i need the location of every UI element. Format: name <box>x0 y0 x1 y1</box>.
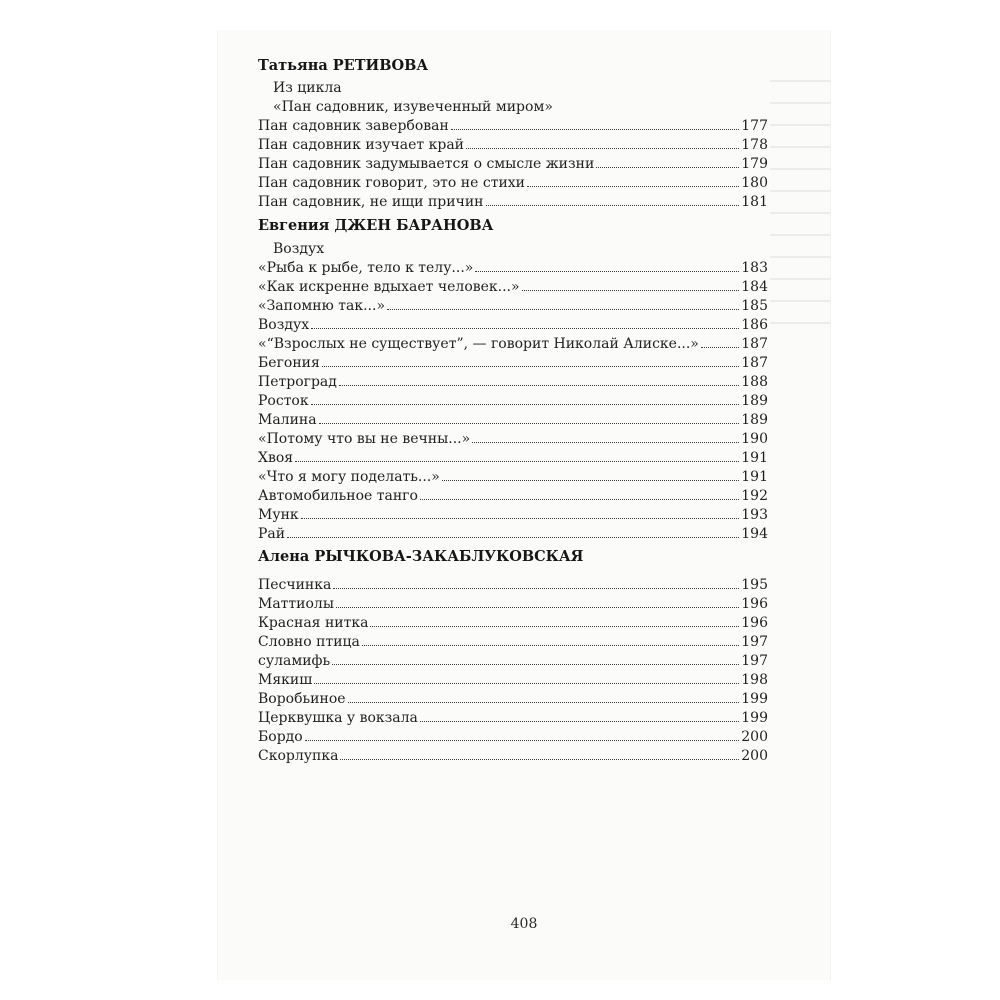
toc-entry <box>258 487 768 506</box>
toc-entry <box>258 576 768 595</box>
dot-leader <box>472 442 739 443</box>
toc-entry-page: 200 <box>741 748 768 764</box>
toc-entry <box>258 411 768 430</box>
toc-list <box>258 259 768 544</box>
toc-entry-title: Росток <box>258 393 309 409</box>
dot-leader <box>319 423 740 424</box>
toc-entry-page: 189 <box>741 412 768 428</box>
toc-entry-title: Пан садовник говорит, это не стихи <box>258 175 526 191</box>
dot-leader <box>332 664 739 665</box>
author-heading: Татьяна РЕТИВОВА <box>258 57 429 74</box>
toc-entry-page: 183 <box>741 260 768 276</box>
dot-leader <box>420 499 739 500</box>
dot-leader <box>287 537 739 538</box>
toc-entry <box>258 671 768 690</box>
toc-entry-title: Бегония <box>258 355 320 371</box>
toc-entry-title: Воздух <box>258 317 310 333</box>
toc-entry-page: 177 <box>741 118 768 134</box>
toc-entry <box>258 614 768 633</box>
toc-entry-title: Петроград <box>258 374 337 390</box>
toc-entry-title: Пан садовник завербован <box>258 118 449 134</box>
toc-entry-title: Церквушка у вокзала <box>258 710 418 726</box>
toc-entry <box>258 136 768 155</box>
book-page <box>218 30 830 980</box>
toc-entry-page: 188 <box>741 374 768 390</box>
dot-leader <box>486 205 740 206</box>
toc-entry-page: 192 <box>741 488 768 504</box>
toc-entry-title: «Что я могу поделать...» <box>258 469 440 485</box>
toc-entry <box>258 747 768 766</box>
toc-entry <box>258 373 768 392</box>
toc-entry-page: 187 <box>741 336 768 352</box>
toc-entry-page: 196 <box>741 596 768 612</box>
dot-leader <box>466 148 739 149</box>
toc-entry <box>258 595 768 614</box>
toc-entry <box>258 430 768 449</box>
toc-entry-page: 197 <box>741 634 768 650</box>
toc-section-baranova <box>258 216 768 544</box>
toc-entry-title: Скорлупка <box>258 748 339 764</box>
toc-entry-title: Воробьиное <box>258 691 346 707</box>
toc-entry <box>258 652 768 671</box>
toc-list <box>258 576 768 766</box>
dot-leader <box>522 290 740 291</box>
toc-entry-page: 194 <box>741 526 768 542</box>
dot-leader <box>311 404 740 405</box>
toc-entry-page: 190 <box>741 431 768 447</box>
toc-entry-title: Мунк <box>258 507 299 523</box>
dot-leader <box>701 347 739 348</box>
toc-entry-page: 184 <box>741 279 768 295</box>
toc-entry-title: «Потому что вы не вечны...» <box>258 431 471 447</box>
toc-entry-page: 196 <box>741 615 768 631</box>
toc-entry-page: 191 <box>741 469 768 485</box>
toc-entry <box>258 354 768 373</box>
table-of-contents <box>258 56 768 766</box>
dot-leader <box>340 759 739 760</box>
dot-leader <box>314 683 739 684</box>
toc-list <box>258 117 768 212</box>
toc-entry-page: 180 <box>741 175 768 191</box>
show-through-marks <box>770 80 830 340</box>
dot-leader <box>420 721 739 722</box>
toc-entry-title: Пан садовник, не ищи причин <box>258 194 484 210</box>
toc-entry-page: 197 <box>741 653 768 669</box>
toc-entry-title: «Рыба к рыбе, тело к телу...» <box>258 260 474 276</box>
toc-entry <box>258 506 768 525</box>
toc-entry-page: 200 <box>741 729 768 745</box>
toc-entry <box>258 709 768 728</box>
toc-entry <box>258 335 768 354</box>
toc-entry-page: 187 <box>741 355 768 371</box>
toc-entry-page: 193 <box>741 507 768 523</box>
toc-entry <box>258 728 768 747</box>
author-heading: Евгения ДЖЕН БАРАНОВА <box>258 217 494 234</box>
toc-entry-page: 195 <box>741 577 768 593</box>
toc-entry <box>258 297 768 316</box>
toc-entry <box>258 193 768 212</box>
dot-leader <box>348 702 740 703</box>
cycle-title: «Пан садовник, изувеченный миром» <box>273 99 553 115</box>
toc-entry <box>258 117 768 136</box>
toc-entry-page: 181 <box>741 194 768 210</box>
toc-entry-page: 199 <box>741 710 768 726</box>
dot-leader <box>475 271 739 272</box>
toc-entry <box>258 174 768 193</box>
author-heading: Алена РЫЧКОВА-ЗАКАБЛУКОВСКАЯ <box>258 548 584 565</box>
toc-entry <box>258 690 768 709</box>
toc-entry-title: Бордо <box>258 729 303 745</box>
dot-leader <box>362 645 739 646</box>
toc-entry-title: Мякиш <box>258 672 313 688</box>
page-number: 408 <box>510 916 538 932</box>
toc-entry-page: 186 <box>741 317 768 333</box>
dot-leader <box>442 480 739 481</box>
toc-entry <box>258 525 768 544</box>
toc-entry-title: суламифь <box>258 653 331 669</box>
toc-entry-title: Песчинка <box>258 577 332 593</box>
dot-leader <box>527 186 739 187</box>
toc-entry <box>258 316 768 335</box>
dot-leader <box>339 385 739 386</box>
toc-entry-title: Словно птица <box>258 634 360 650</box>
dot-leader <box>370 626 739 627</box>
toc-entry-page: 199 <box>741 691 768 707</box>
cycle-title: Воздух <box>273 241 325 257</box>
dot-leader <box>305 740 740 741</box>
toc-entry-title: Пан садовник задумывается о смысле жизни <box>258 156 595 172</box>
dot-leader <box>596 167 739 168</box>
dot-leader <box>333 588 739 589</box>
dot-leader <box>295 461 739 462</box>
toc-section-retivova <box>258 56 768 212</box>
toc-entry-title: Маттиолы <box>258 596 334 612</box>
toc-entry-title: Малина <box>258 412 317 428</box>
toc-entry-title: Пан садовник изучает край <box>258 137 464 153</box>
toc-entry <box>258 278 768 297</box>
cycle-note: Из цикла <box>273 80 342 96</box>
toc-entry-page: 198 <box>741 672 768 688</box>
dot-leader <box>451 129 739 130</box>
toc-section-rychkova <box>258 547 768 766</box>
toc-entry-page: 178 <box>741 137 768 153</box>
toc-entry-page: 191 <box>741 450 768 466</box>
toc-entry-title: Рай <box>258 526 286 542</box>
toc-entry <box>258 259 768 278</box>
toc-entry <box>258 633 768 652</box>
toc-entry-title: «Запомню так...» <box>258 298 386 314</box>
dot-leader <box>301 518 740 519</box>
toc-entry-title: «“Взрослых не существует”, — говорит Николай Алиске...» <box>258 336 699 352</box>
toc-entry-title: Автомобильное танго <box>258 488 418 504</box>
dot-leader <box>322 366 739 367</box>
toc-entry-page: 179 <box>741 156 768 172</box>
dot-leader <box>387 309 739 310</box>
toc-entry-title: «Как искренне вдыхает человек...» <box>258 279 520 295</box>
toc-entry-page: 189 <box>741 393 768 409</box>
toc-entry-title: Красная нитка <box>258 615 369 631</box>
toc-entry <box>258 468 768 487</box>
toc-entry-title: Хвоя <box>258 450 294 466</box>
toc-entry <box>258 449 768 468</box>
toc-entry <box>258 392 768 411</box>
dot-leader <box>311 328 739 329</box>
toc-entry-page: 185 <box>741 298 768 314</box>
toc-entry <box>258 155 768 174</box>
dot-leader <box>336 607 739 608</box>
